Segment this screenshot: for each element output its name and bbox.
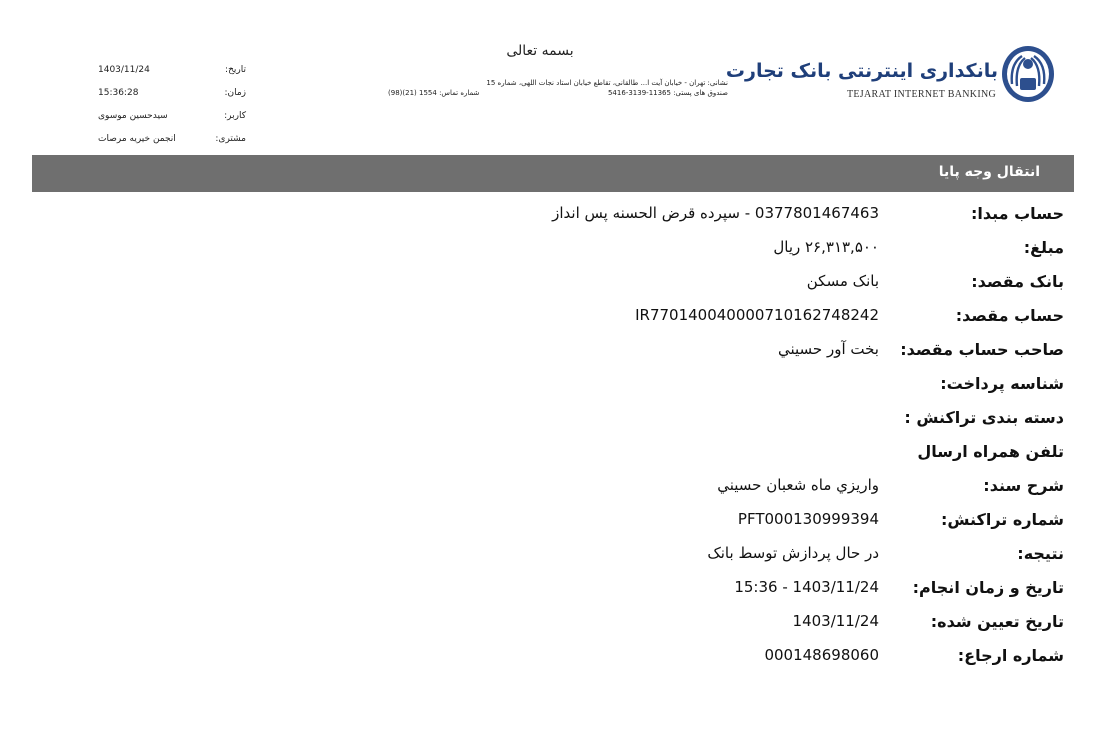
detail-label: صاحب حساب مقصد: [900,339,1064,359]
info-row-time [96,81,246,104]
detail-row [459,536,1064,570]
detail-value: 0377801467463 - سپرده قرض الحسنه پس انداز [552,204,879,222]
detail-row [459,264,1064,298]
detail-row [459,570,1064,604]
section-header-bar [32,155,1074,192]
info-row-user [96,104,246,127]
info-label: زمان: [224,87,246,98]
info-label: کاربر: [224,110,246,121]
detail-label: تاریخ تعیین شده: [930,611,1064,631]
detail-value: PFT000130999394 [737,510,879,528]
detail-label: شناسه پرداخت: [940,373,1064,393]
transfer-details [459,196,1064,672]
detail-value: 1403/11/24 [792,612,879,630]
detail-row [459,366,1064,400]
detail-row [459,298,1064,332]
info-value: سیدحسین موسوی [98,110,168,121]
detail-row [459,638,1064,672]
detail-label: مبلغ: [1023,237,1064,257]
address-line: نشانی: تهران - خیابان آیت ا... طالقانی، تقاطع خیابان استاد نجات اللهی، شماره 15 [486,79,728,87]
info-label: تاریخ: [225,64,246,75]
tejarat-bank-logo [1000,44,1056,104]
detail-label: دسته بندی تراکنش : [904,407,1064,427]
detail-label: حساب مبدا: [970,203,1064,223]
info-label: مشتری: [215,133,246,144]
address-phone: شماره تماس: 1554 (21)(98) [388,89,480,97]
info-row-customer [96,127,246,150]
detail-value: 1403/11/24 - 15:36 [734,578,879,596]
detail-row [459,502,1064,536]
detail-label: شماره ارجاع: [957,645,1064,665]
address-po-box: صندوق های پستی: 11365-3139-5416 [607,89,728,97]
detail-row [459,196,1064,230]
detail-row [459,604,1064,638]
detail-value: بانک مسکن [806,272,879,290]
detail-row [459,230,1064,264]
detail-label: حساب مقصد: [955,305,1064,325]
section-title: انتقال وجه پایا [938,164,1040,180]
detail-value: 000148698060 [764,646,879,664]
detail-label: بانک مقصد: [971,271,1064,291]
info-value: انجمن خیریه مرصات [98,133,176,144]
detail-label: نتیجه: [1017,543,1064,563]
detail-label: شماره تراکنش: [941,509,1064,529]
detail-value: IR770140040000710162748242 [635,306,879,324]
info-value: 15:36:28 [98,87,139,98]
bank-name-en: TEJARAT INTERNET BANKING [846,89,996,100]
detail-row [459,468,1064,502]
info-row-date [96,58,246,81]
document-heading: بسمه تعالی [506,43,574,59]
detail-value: بخت آور حسيني [778,340,879,358]
detail-row [459,332,1064,366]
detail-label: تاریخ و زمان انجام: [912,577,1064,597]
bank-name-fa: بانکداری اینترنتی بانک تجارت [725,60,998,82]
detail-label: شرح سند: [983,475,1064,495]
detail-row [459,434,1064,468]
receipt-info [96,58,246,150]
info-value: 1403/11/24 [98,64,150,75]
detail-value: ۲۶,۳۱۳,۵۰۰ ریال [773,238,879,256]
detail-label: تلفن همراه ارسال [917,441,1064,461]
bank-address [388,78,728,98]
detail-value: در حال پردازش توسط بانک [707,544,879,562]
detail-row [459,400,1064,434]
detail-value: واريزي ماه شعبان حسيني [717,476,879,494]
